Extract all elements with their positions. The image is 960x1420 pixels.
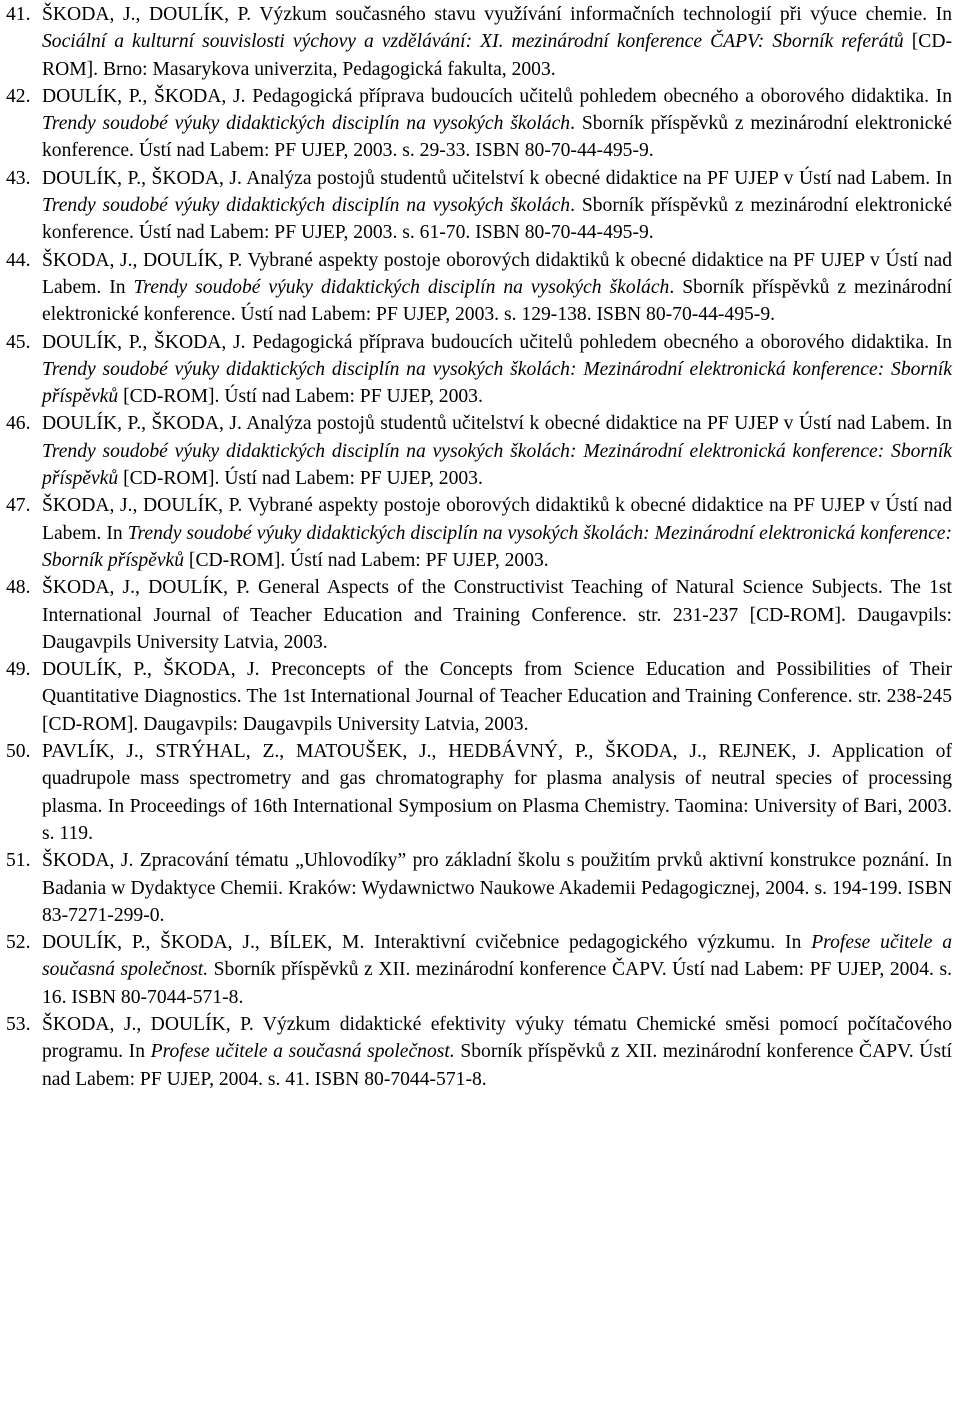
- reference-text-segment: [CD-ROM]. Ústí nad Labem: PF UJEP, 2003.: [118, 386, 483, 408]
- reference-number: 46.: [6, 413, 31, 435]
- reference-number: 50.: [6, 741, 31, 763]
- reference-text: [42, 656, 952, 738]
- reference-title-italic: Trendy soudobé výuky didaktických disciplín na vysokých školách: Mezinárodní elektronická konference: Sborník příspěvků: [42, 440, 952, 490]
- reference-entry: [6, 247, 952, 329]
- reference-text-segment: ŠKODA, J., DOULÍK, P. Vybrané aspekty postoje oborových didaktiků k obecné didaktice na PF UJEP v Ústí nad Labem. In: [42, 249, 952, 298]
- reference-text: [42, 929, 952, 1011]
- reference-number: 41.: [6, 4, 31, 25]
- reference-text-segment: ŠKODA, J., DOULÍK, P. Výzkum současného stavu využívání informačních technologií při výuce chemie. In: [42, 4, 952, 25]
- reference-text: [42, 847, 952, 929]
- reference-text: [42, 83, 952, 165]
- reference-title-italic: Trendy soudobé výuky didaktických disciplín na vysokých školách: [42, 195, 571, 217]
- reference-text-segment: ŠKODA, J., DOULÍK, P. General Aspects of the Constructivist Teaching of Natural Science Subjects. The 1st International Journal of Teacher Education and Training Conference. str. 231-237 [CD-ROM]. Daugavpils: Daugavpils University Latvia, 2003.: [42, 577, 952, 653]
- reference-title-italic: Trendy soudobé výuky didaktických disciplín na vysokých školách: Mezinárodní elektronická konference: Sborník příspěvků: [42, 358, 952, 408]
- reference-entry: [6, 574, 952, 656]
- reference-list: [6, 1, 952, 1093]
- reference-text: [42, 1, 952, 83]
- reference-text-segment: DOULÍK, P., ŠKODA, J. Pedagogická příprava budoucích učitelů pohledem obecného a oborového didaktika. In: [42, 85, 952, 107]
- reference-text: [42, 738, 952, 847]
- reference-entry: [6, 847, 952, 929]
- reference-entry: [6, 83, 952, 165]
- reference-text: [42, 329, 952, 411]
- reference-number: 53.: [6, 1013, 31, 1035]
- reference-text-segment: Sborník příspěvků z XII. mezinárodní konference ČAPV. Ústí nad Labem: PF UJEP, 2004. s. 41. ISBN 80-7044-571-8.: [42, 1041, 952, 1090]
- reference-number: 48.: [6, 577, 31, 599]
- reference-text: [42, 410, 952, 492]
- reference-number: 47.: [6, 495, 31, 517]
- reference-text-segment: [CD-ROM]. Ústí nad Labem: PF UJEP, 2003.: [118, 468, 483, 490]
- reference-entry: [6, 329, 952, 411]
- reference-title-italic: Trendy soudobé výuky didaktických disciplín na vysokých školách: [133, 276, 670, 298]
- reference-number: 45.: [6, 331, 31, 353]
- reference-number: 49.: [6, 659, 31, 681]
- reference-text-segment: ŠKODA, J., DOULÍK, P. Výzkum didaktické efektivity výuky tématu Chemické směsi pomocí počítačového programu. In: [42, 1013, 952, 1063]
- reference-text: [42, 574, 952, 656]
- reference-text: [42, 492, 952, 574]
- reference-number: 51.: [6, 850, 31, 872]
- reference-text: [42, 1011, 952, 1093]
- reference-title-italic: Profese učitele a současná společnost.: [42, 932, 953, 981]
- reference-entry: [6, 492, 952, 574]
- reference-title-italic: Trendy soudobé výuky didaktických disciplín na vysokých školách: [42, 113, 571, 135]
- reference-entry: [6, 410, 952, 492]
- reference-text-segment: [CD-ROM]. Ústí nad Labem: PF UJEP, 2003.: [184, 549, 549, 571]
- reference-text: [42, 165, 952, 247]
- reference-text-segment: DOULÍK, P., ŠKODA, J. Analýza postojů studentů učitelství k obecné didaktice na PF UJEP v Ústí nad Labem. In: [42, 413, 952, 435]
- reference-text-segment: . Sborník příspěvků z mezinárodní elektronické konference. Ústí nad Labem: PF UJEP, 2003. s. 129-138. ISBN 80-70-44-495-9.: [42, 276, 952, 326]
- reference-number: 44.: [6, 249, 31, 271]
- reference-text-segment: DOULÍK, P., ŠKODA, J. Pedagogická příprava budoucích učitelů pohledem obecného a oborového didaktika. In: [42, 331, 952, 353]
- reference-text-segment: DOULÍK, P., ŠKODA, J. Analýza postojů studentů učitelství k obecné didaktice na PF UJEP v Ústí nad Labem. In: [42, 167, 952, 189]
- reference-text-segment: ŠKODA, J. Zpracování tématu „Uhlovodíky” pro základní školu s použitím prvků aktivní konstrukce poznání. In Badania w Dydaktyce Chemii. Kraków: Wydawnictwo Naukowe Akademii Pedagogicznej, 2004. s. 194-199. ISBN 83-7271-299-0.: [42, 850, 952, 926]
- reference-number: 52.: [6, 932, 31, 954]
- reference-entry: [6, 929, 952, 1011]
- reference-entry: [6, 738, 952, 847]
- reference-text-segment: [CD-ROM]. Brno: Masarykova univerzita, Pedagogická fakulta, 2003.: [42, 31, 952, 80]
- reference-entry: [6, 165, 952, 247]
- reference-number: 43.: [6, 167, 31, 189]
- reference-number: 42.: [6, 85, 31, 107]
- reference-text-segment: ŠKODA, J., DOULÍK, P. Vybrané aspekty postoje oborových didaktiků k obecné didaktice na PF UJEP v Ústí nad Labem. In: [42, 495, 952, 544]
- reference-text-segment: PAVLÍK, J., STRÝHAL, Z., MATOUŠEK, J., HEDBÁVNÝ, P., ŠKODA, J., REJNEK, J. Application of quadrupole mass spectrometry and gas chromatography for plasma analysis of neutral species of processing plasma. In Proceedings of 16th International Symposium on Plasma Chemistry. Taomina: University of Bari, 2003. s. 119.: [42, 741, 952, 844]
- reference-title-italic: Trendy soudobé výuky didaktických disciplín na vysokých školách: Mezinárodní elektronická konference: Sborník příspěvků: [42, 522, 952, 571]
- reference-text-segment: . Sborník příspěvků z mezinárodní elektronické konference. Ústí nad Labem: PF UJEP, 2003. s. 61-70. ISBN 80-70-44-495-9.: [42, 195, 952, 244]
- reference-entry: [6, 1, 952, 83]
- reference-text-segment: DOULÍK, P., ŠKODA, J., BÍLEK, M. Interaktivní cvičebnice pedagogického výzkumu. In: [42, 932, 812, 954]
- reference-text-segment: DOULÍK, P., ŠKODA, J. Preconcepts of the Concepts from Science Education and Possibilities of Their Quantitative Diagnostics. The 1st International Journal of Teacher Education and Training Conference. str. 238-245 [CD-ROM]. Daugavpils: Daugavpils University Latvia, 2003.: [42, 659, 952, 735]
- reference-text: [42, 247, 952, 329]
- reference-title-italic: Sociální a kulturní souvislosti výchovy a vzdělávání: XI. mezinárodní konference ČAPV: Sborník referátů: [42, 31, 904, 53]
- reference-entry: [6, 1011, 952, 1093]
- reference-entry: [6, 656, 952, 738]
- reference-text-segment: Sborník příspěvků z XII. mezinárodní konference ČAPV. Ústí nad Labem: PF UJEP, 2004. s. 16. ISBN 80-7044-571-8.: [42, 959, 952, 1008]
- reference-title-italic: Profese učitele a současná společnost.: [150, 1041, 455, 1063]
- reference-text-segment: . Sborník příspěvků z mezinárodní elektronické konference. Ústí nad Labem: PF UJEP, 2003. s. 29-33. ISBN 80-70-44-495-9.: [42, 113, 952, 162]
